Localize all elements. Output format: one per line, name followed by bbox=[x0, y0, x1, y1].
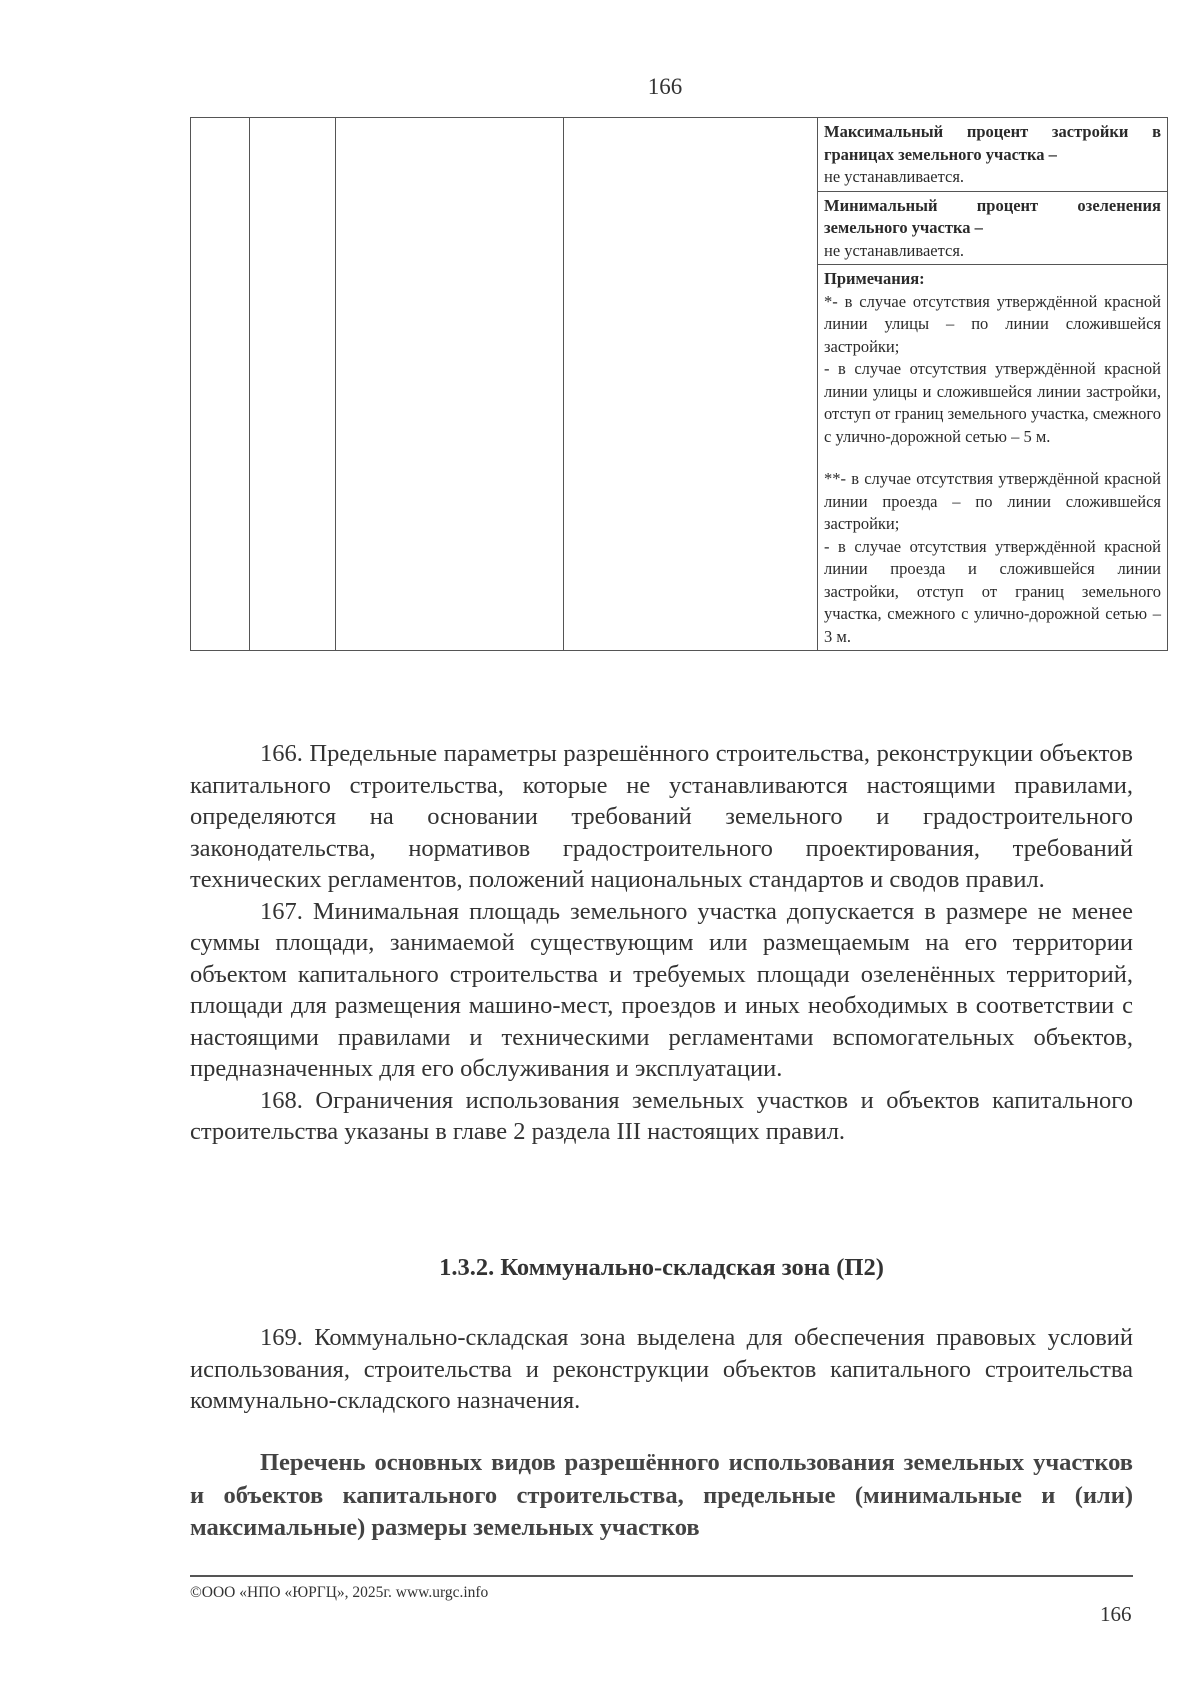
body-paragraphs bbox=[190, 738, 1133, 1148]
regulations-table bbox=[190, 117, 1168, 651]
note-line: - в случае отсутствия утверждённой красной линии улицы и сложившейся линии застройки, отступ от границ земельного участка, смежного с улично-дорожной сетью – 5 м. bbox=[824, 359, 1161, 446]
max-building-percent-label: Максимальный процент застройки в границах земельного участка – bbox=[824, 122, 1161, 164]
table-cell-empty bbox=[191, 118, 250, 651]
paragraph-168: 168. Ограничения использования земельных участков и объектов капитального строительства указаны в главе 2 раздела III настоящих правил. bbox=[190, 1086, 1133, 1145]
table-row bbox=[191, 118, 1168, 192]
page-number-top: 166 bbox=[647, 74, 683, 99]
paragraph-169: 169. Коммунально-складская зона выделена для обеспечения правовых условий использования, строительства и реконструкции объектов капитального строительства коммунально-складского назначения. bbox=[190, 1324, 1133, 1414]
notes-cell bbox=[818, 265, 1168, 651]
table-cell-empty bbox=[336, 118, 564, 651]
table-cell-empty bbox=[564, 118, 818, 651]
note-line: *- в случае отсутствия утверждённой красной линии улицы – по линии сложившейся застройки; bbox=[824, 291, 1161, 356]
footer-copyright: ©ООО «НПО «ЮРГЦ», 2025г. www.urgc.info bbox=[190, 1584, 489, 1601]
footer-divider bbox=[190, 1575, 1133, 1577]
paragraph-167: 167. Минимальная площадь земельного участка допускается в размере не менее суммы площади, занимаемой существующим или размещаемым на его территории объектом капитального строительства и требуемых площади озеленённых территорий, площади для размещения машино-мест, проездов и иных необходимых в соответствии с настоящими правилами и техническими регламентами вспомогательных объектов, предназначенных для его обслуживания и эксплуатации. bbox=[190, 897, 1133, 1082]
section-heading: 1.3.2. Коммунально-складская зона (П2) bbox=[439, 1254, 884, 1281]
max-building-percent-value: не устанавливается. bbox=[824, 167, 965, 186]
min-greening-percent-label: Минимальный процент озеленения земельного участка – bbox=[824, 195, 1161, 237]
note-line: - в случае отсутствия утверждённой красной линии проезда и сложившейся линии застройки, отступ от границ земельного участка, смежного с улично-дорожной сетью – 3 м. bbox=[824, 536, 1161, 646]
list-title: Перечень основных видов разрешённого использования земельных участков и объектов капитального строительства, предельные (минимальные и (или) максимальные) размеры земельных участков bbox=[190, 1449, 1133, 1541]
table-cell-empty bbox=[250, 118, 336, 651]
note-line: **- в случае отсутствия утверждённой красной линии проезда – по линии сложившейся застройки; bbox=[824, 469, 1161, 533]
section-body bbox=[190, 1322, 1133, 1417]
note-gap bbox=[824, 448, 1161, 468]
notes-title: Примечания: bbox=[824, 269, 925, 288]
min-greening-percent-value: не устанавливается. bbox=[824, 240, 965, 260]
page-number-bottom: 166 bbox=[1100, 1602, 1132, 1626]
max-building-percent-cell bbox=[818, 118, 1168, 192]
list-title-block bbox=[190, 1447, 1133, 1545]
paragraph-166: 166. Предельные параметры разрешённого строительства, реконструкции объектов капитального строительства, которые не устанавливаются настоящими правилами, определяются на основании требований земельного и градостроительного законодательства, нормативов градостроительного проектирования, требований технических регламентов, положений национальных стандартов и сводов правил. bbox=[190, 740, 1133, 893]
min-greening-percent-cell bbox=[818, 191, 1168, 265]
